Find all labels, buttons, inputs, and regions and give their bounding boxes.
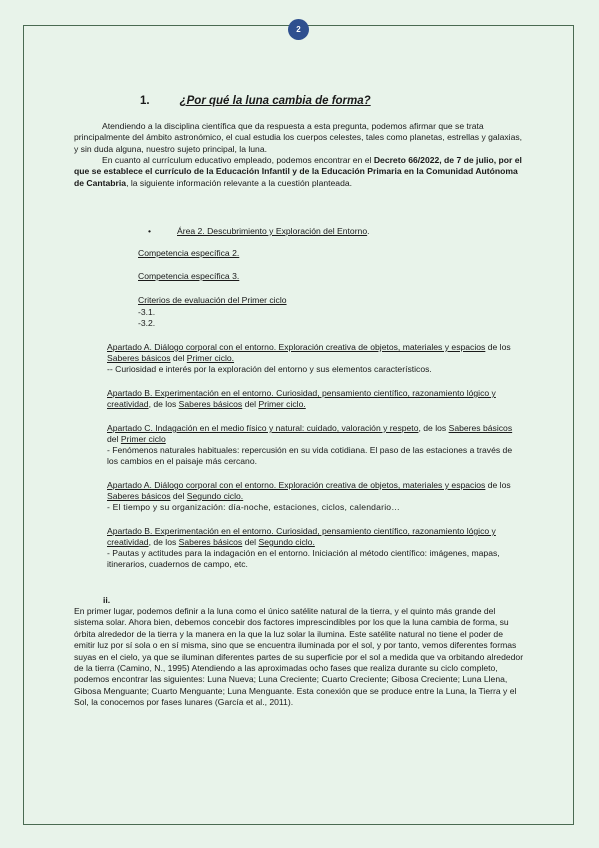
apartado-block (107, 423, 517, 467)
saberes-link: Saberes básicos (448, 423, 513, 433)
apartado-detail: - Pautas y actitudes para la indagación en el entorno. Iniciación al método científico: imágenes, mapas, itinerarios, cuadernos de campo, etc. (107, 548, 500, 569)
apartado-connector: , de los (148, 399, 179, 409)
competence-3: Competencia específica 3. (138, 271, 240, 281)
apartado-connector: del (242, 537, 259, 547)
cycle-label: Primer ciclo. (186, 353, 235, 363)
saberes-link: Saberes básicos (178, 399, 243, 409)
saberes-link: Saberes básicos (178, 537, 243, 547)
apartado-connector: , de los (418, 423, 449, 433)
area-heading (177, 226, 370, 237)
apartado-connector: del (170, 353, 187, 363)
intro-p2-end: , la siguiente información relevante a la cuestión planteada. (126, 177, 353, 188)
apartado-block (107, 342, 517, 375)
cycle-label: Segundo ciclo. (258, 537, 315, 547)
area-end: . (367, 226, 370, 236)
apartado-detail: -- Curiosidad e interés por la exploración del entorno y sus elementos característicos. (107, 364, 432, 374)
apartado-connector: del (242, 399, 259, 409)
competence-2: Competencia específica 2. (138, 248, 240, 258)
section-heading (140, 95, 371, 107)
apartado-block (107, 526, 517, 570)
intro-paragraph-1: Atendiendo a la disciplina científica que da respuesta a esta pregunta, podemos afirmar que se trata principalmente del ámbito astronómico, el cual estudia los cuerpos celestes, tales como planetas, estrellas y galaxias, y sin duda alguna, nuestro sujeto principal, la luna. (74, 121, 523, 154)
apartado-title: Apartado B. Experimentación en el entorno. Curiosidad, pensamiento científico, razonamiento lógico y creatividad (107, 526, 496, 547)
apartado-title: Apartado A. Diálogo corporal con el entorno. Exploración creativa de objetos, materiales y espacios (107, 480, 486, 490)
cycle-label: Primer ciclo (120, 434, 166, 444)
saberes-link: Saberes básicos (107, 353, 171, 363)
criterion-3-1: -3.1. (138, 307, 156, 317)
heading-number: 1. (140, 95, 150, 107)
apartado-title: Apartado C. Indagación en el medio físico y natural: cuidado, valoración y respeto (107, 423, 419, 433)
criteria-heading: Criterios de evaluación del Primer ciclo (138, 295, 287, 305)
apartado-connector: de los (485, 342, 511, 352)
apartado-detail: - Fenómenos naturales habituales: repercusión en su vida cotidiana. El paso de las estaciones a través de los cambios en el paisaje más cercano. (107, 445, 513, 466)
page-number-badge: 2 (288, 19, 309, 40)
apartado-connector: , de los (148, 537, 179, 547)
section-ii-marker: ii. (103, 595, 111, 605)
apartado-detail: - El tiempo y su organización: día-noche, estaciones, ciclos, calendario… (107, 502, 401, 512)
apartado-connector: de los (485, 480, 511, 490)
apartado-block (107, 480, 517, 513)
apartado-connector: del (107, 434, 121, 444)
saberes-link: Saberes básicos (107, 491, 171, 501)
intro-paragraph-2 (74, 155, 526, 189)
apartado-connector: del (170, 491, 187, 501)
apartado-title: Apartado A. Diálogo corporal con el entorno. Exploración creativa de objetos, materiales y espacios (107, 342, 486, 352)
criterion-3-2: -3.2. (138, 318, 156, 328)
cycle-label: Primer ciclo. (258, 399, 306, 409)
apartado-block (107, 388, 517, 410)
section-ii-body: En primer lugar, podemos definir a la luna como el único satélite natural de la tierra, y el quinto más grande del sistema solar. Ahora bien, debemos concebir dos factores imprescindibles por los que la luna cambia de forma, su órbita alrededor de la tierra y la manera en la que la luz solar la ilumina. Este satélite natural no tiene el poder de emitir luz por sí sola o en sí misma, sino que se encuentra iluminada por el sol, y por tanto, vemos diferentes formas suyas en el cielo, ya que se iluminan diferentes partes de su superficie por el sol a medida que va orbitando alrededor de la tierra (Camino, N., 1995) Atendiendo a las aproximadas ocho fases que realiza durante su ciclo completo, podemos encontrar las siguientes: Luna Nueva; Luna Creciente; Cuarto Creciente; Gibosa Creciente; Luna Llena, Gibosa Menguante; Cuarto Menguante; Luna Menguante. Esta conexión que se produce entre la Luna, la Tierra y el Sol, la conocemos por fases lunares (García et al., 2011). (74, 606, 524, 708)
apartado-title: Apartado B. Experimentación en el entorno. Curiosidad, pensamiento científico, razonamiento lógico y creatividad (107, 388, 496, 409)
cycle-label: Segundo ciclo. (186, 491, 244, 501)
heading-title: ¿Por qué la luna cambia de forma? (179, 95, 371, 107)
decree-reference: Decreto 66/2022, de 7 de julio, por el que se establece el currículo de la Educación Infantil y de la Educación Primaria en la Comunidad Autónoma de Cantabria (74, 155, 522, 188)
intro-p2-start: En cuanto al currículum educativo empleado, podemos encontrar en el (102, 155, 374, 165)
bullet-dot: • (148, 226, 152, 236)
area-title: Área 2. Descubrimiento y Exploración del Entorno (177, 226, 368, 236)
